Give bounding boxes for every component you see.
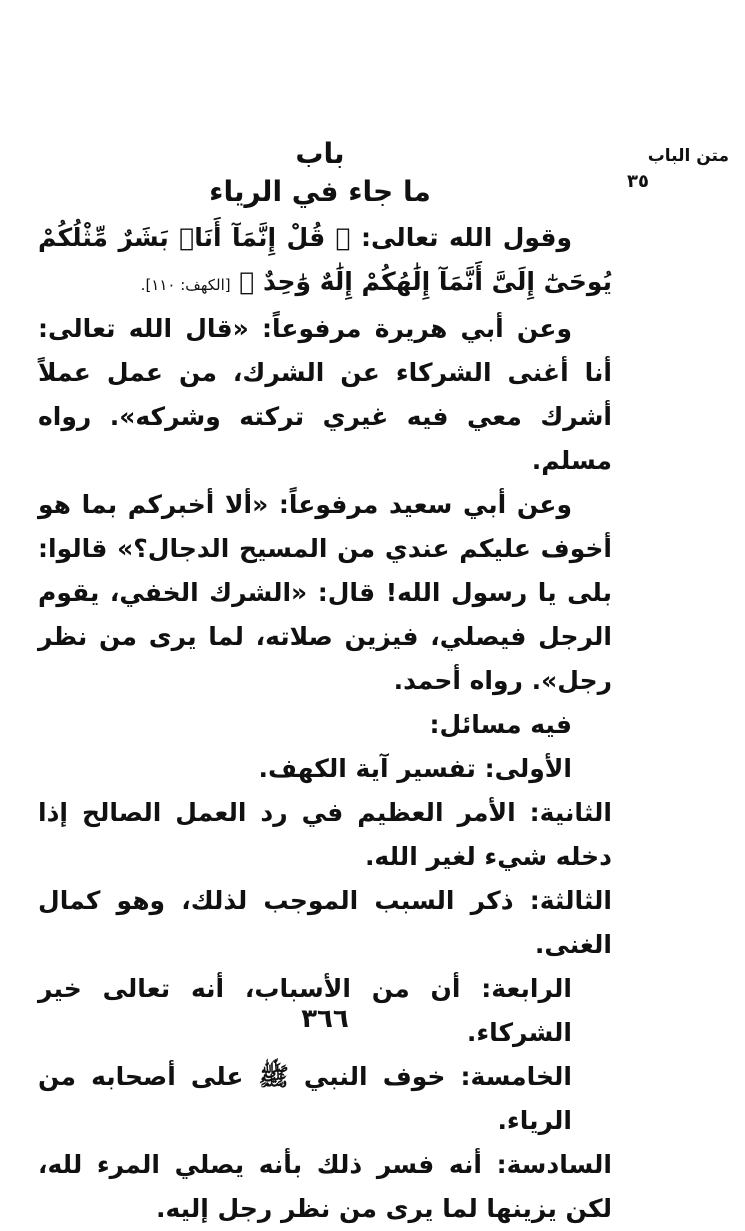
margin-label: متن الباب <box>647 146 729 166</box>
issue-item: الرابعة: أن من الأسباب، أنه تعالى خير الشركاء. <box>38 974 572 1047</box>
page-number: ٣٦٦ <box>301 1004 349 1034</box>
paragraph-hadith-abu-hurayra: وعن أبي هريرة مرفوعاً: «قال الله تعالى: أنا أغنى الشركاء عن الشرك، من عمل عملاً أشرك معي فيه غيري تركته وشركه». رواه مسلم. <box>38 314 612 475</box>
issue-item: الأولى: تفسير آية الكهف. <box>258 754 572 783</box>
verse-reference: [الكهف: ١١٠]. <box>140 276 231 294</box>
issue-item: السادسة: أنه فسر ذلك بأنه يصلي المرء لله، لكن يزينها لما يرى من نظر رجل إليه. <box>38 1150 612 1223</box>
quran-verse-text: وقول الله تعالى: ﴿ قُلْ إِنَّمَآ أَنَا۠ بَشَرٌ مِّثْلُكُمْ يُوحَىٰٓ إِلَىَّ أَنَّمَآ إِلَٰهُكُمْ إِلَٰهٌ وَٰحِدٌ ﴾ <box>38 223 612 296</box>
chapter-title: ما جاء في الرياء <box>209 175 431 208</box>
issues-heading: فيه مسائل: <box>429 710 572 739</box>
chapter-body <box>38 216 612 1231</box>
chapter-number: ٣٥ <box>627 171 649 192</box>
issue-item: الخامسة: خوف النبي ﷺ على أصحابه من الرياء. <box>38 1062 572 1135</box>
chapter-heading: باب <box>295 137 345 170</box>
paragraph-hadith-abu-said: وعن أبي سعيد مرفوعاً: «ألا أخبركم بما هو أخوف عليكم عندي من المسيح الدجال؟» قالوا: بلى يا رسول الله! قال: «الشرك الخفي، يقوم الرجل فيصلي، فيزين صلاته، لما يرى من نظر رجل». رواه أحمد. <box>38 490 612 695</box>
paragraph-quran-verse <box>38 216 612 307</box>
issue-item: الثالثة: ذكر السبب الموجب لذلك، وهو كمال الغنى. <box>38 886 612 959</box>
issue-item: الثانية: الأمر العظيم في رد العمل الصالح إذا دخله شيء لغير الله. <box>38 798 612 871</box>
